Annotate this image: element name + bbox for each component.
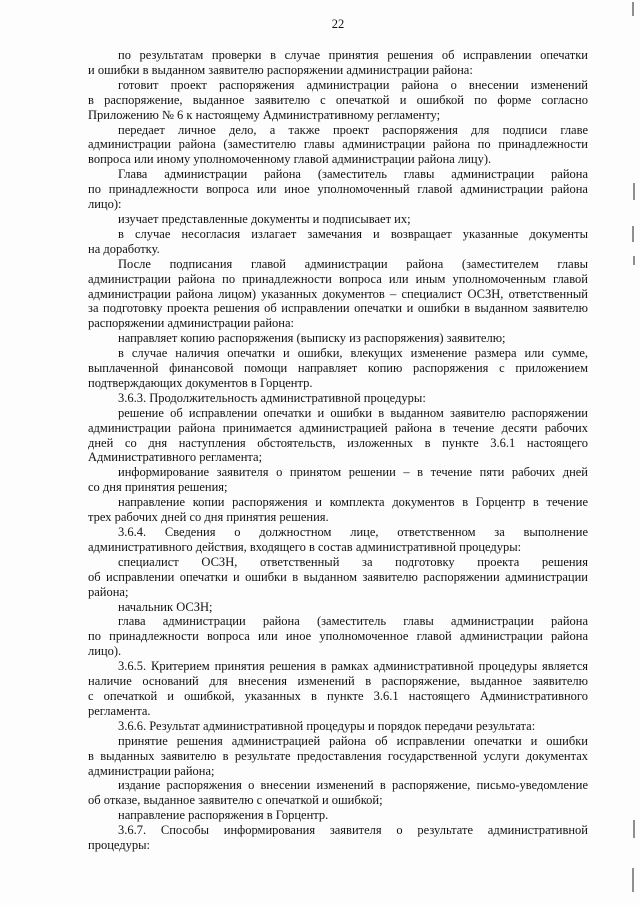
text-line: процедуры: — [88, 838, 150, 853]
paragraph — [88, 78, 588, 123]
text-line: и ошибки в выданном заявителю распоряжении администрации района: — [88, 62, 473, 77]
scan-mark — [632, 868, 634, 892]
text-line: администрации района; — [88, 763, 215, 778]
text-line: 3.6.3. Продолжительность административной процедуры: — [118, 390, 426, 405]
text-line: администрации района лицом) указанных документов – специалист ОСЗН, ответственный — [88, 286, 588, 301]
text-line: 3.6.5. Критерием принятия решения в рамках административной процедуры является — [118, 659, 588, 674]
text-line: 3.6.4. Сведения о должностном лице, ответственном за выполнение — [118, 525, 588, 539]
text-line: Приложению № 6 к настоящему Административному регламенту; — [88, 107, 441, 122]
text-line: начальник ОСЗН; — [118, 599, 213, 614]
text-line: подтверждающих документов в Горцентр. — [88, 375, 313, 390]
paragraph — [88, 346, 588, 391]
text-line: по принадлежности вопроса или иное уполномоченный главой администрации района — [88, 182, 588, 197]
paragraph — [88, 331, 588, 346]
text-line: регламента. — [88, 703, 151, 718]
scan-mark — [632, 2, 634, 16]
text-line: в выданных заявителю в результате предоставления государственной услуги документах — [88, 748, 588, 763]
section-3-6-5 — [88, 659, 588, 719]
text-line: распоряжении администрации района: — [88, 316, 294, 331]
text-line: специалист ОСЗН, ответственный за подготовку проекта решения — [118, 554, 588, 569]
text-line: об исправлении опечатки и ошибки в выданном заявителю распоряжении администрации — [88, 569, 588, 584]
paragraph — [88, 257, 588, 332]
text-line: выплаченной финансовой помощи направляет копию распоряжения с приложением — [88, 361, 588, 376]
text-line: на доработку. — [88, 241, 160, 256]
text-line: об отказе, выданное заявителю с опечаткой и ошибкой; — [88, 793, 383, 808]
text-line: издание распоряжения о внесении изменений в распоряжение, письмо-уведомление — [118, 778, 588, 793]
scan-mark — [633, 183, 635, 200]
text-line: Глава администрации района (заместитель главы администрации района — [118, 167, 588, 182]
text-line: в случае несогласия излагает замечания и возвращает указанные документы — [118, 226, 588, 241]
text-line: в распоряжение, выданное заявителю с опечаткой и ошибкой по форме согласно — [88, 92, 588, 107]
paragraph — [88, 227, 588, 257]
scan-mark — [633, 256, 635, 265]
paragraph — [88, 167, 588, 212]
section-3-6-7 — [88, 823, 588, 853]
text-line: со дня принятия решения; — [88, 480, 228, 495]
text-line: После подписания главой администрации района (заместителем главы — [118, 256, 588, 271]
paragraph — [88, 465, 588, 495]
section-heading-3-6-3 — [88, 391, 588, 406]
document-body — [88, 48, 588, 853]
text-line: по результатам проверки в случае принятия решения об исправлении опечатки — [118, 48, 588, 62]
scan-mark — [632, 226, 634, 242]
text-line: 3.6.6. Результат административной процедуры и порядок передачи результата: — [118, 718, 536, 733]
text-line: глава администрации района (заместитель главы администрации района — [118, 614, 588, 629]
text-line: дней со дня наступления обстоятельств, изложенных в пункте 3.6.1 настоящего — [88, 435, 588, 450]
text-line: передает личное дело, а также проект распоряжения для подписи главе — [118, 122, 588, 137]
text-line: направление распоряжения в Горцентр. — [118, 808, 329, 823]
paragraph — [88, 406, 588, 466]
text-line: административного действия, входящего в состав административной процедуры: — [88, 539, 522, 554]
text-line: наличие оснований для внесения изменений в распоряжение, выданное заявителю — [88, 674, 588, 689]
paragraph — [88, 495, 588, 525]
text-line: трех рабочих дней со дня принятия решения. — [88, 510, 329, 525]
text-line: изучает представленные документы и подписывает их; — [118, 211, 411, 226]
text-line: информирование заявителя о принятом решении – в течение пяти рабочих дней — [118, 465, 588, 480]
text-line: вопроса или иному уполномоченному главой администрации района лицу). — [88, 152, 492, 167]
text-line: района; — [88, 584, 129, 599]
text-line: 3.6.7. Способы информирования заявителя о результате административной — [118, 823, 588, 838]
text-line: принятие решения администрацией района об исправлении опечатки и ошибки — [118, 733, 588, 748]
paragraph — [88, 212, 588, 227]
section-3-6-4 — [88, 525, 588, 555]
text-line: решение об исправлении опечатки и ошибки в выданном заявителю распоряжении — [118, 405, 588, 420]
text-line: администрации района (заместителю главы администрации района по принадлежности — [88, 137, 588, 152]
paragraph — [88, 555, 588, 600]
text-line: в случае наличия опечатки и ошибки, влекущих изменение размера или сумме, — [118, 346, 588, 361]
text-line: готовит проект распоряжения администрации района о внесении изменений — [118, 77, 588, 92]
text-line: направляет копию распоряжения (выписку из распоряжения) заявителю; — [118, 331, 506, 346]
text-line: с опечаткой и ошибкой, указанных в пункте 3.6.1 настоящего Административного — [88, 688, 588, 703]
paragraph — [88, 808, 588, 823]
paragraph — [88, 123, 588, 168]
paragraph — [88, 614, 588, 659]
text-line: администрации района принимается администрацией района в течение десяти рабочих — [88, 420, 588, 435]
text-line: направление копии распоряжения и комплекта документов в Горцентр в течение — [118, 495, 588, 510]
text-line: Административного регламента; — [88, 450, 263, 465]
paragraph — [88, 734, 588, 779]
text-line: по принадлежности вопроса или иное уполномоченное главой администрации района — [88, 629, 588, 644]
paragraph — [88, 778, 588, 808]
paragraph — [88, 48, 588, 78]
text-line: лицо): — [88, 197, 122, 212]
text-line: за подготовку проекта решения об исправлении опечатки и ошибки в выданном заявителю — [88, 301, 588, 316]
scan-mark — [633, 820, 635, 838]
text-line: лицо). — [88, 644, 122, 659]
text-line: администрации района по принадлежности вопроса или иным уполномоченным главой — [88, 271, 588, 286]
section-heading-3-6-6 — [88, 719, 588, 734]
paragraph — [88, 600, 588, 615]
page-number: 22 — [331, 17, 345, 31]
